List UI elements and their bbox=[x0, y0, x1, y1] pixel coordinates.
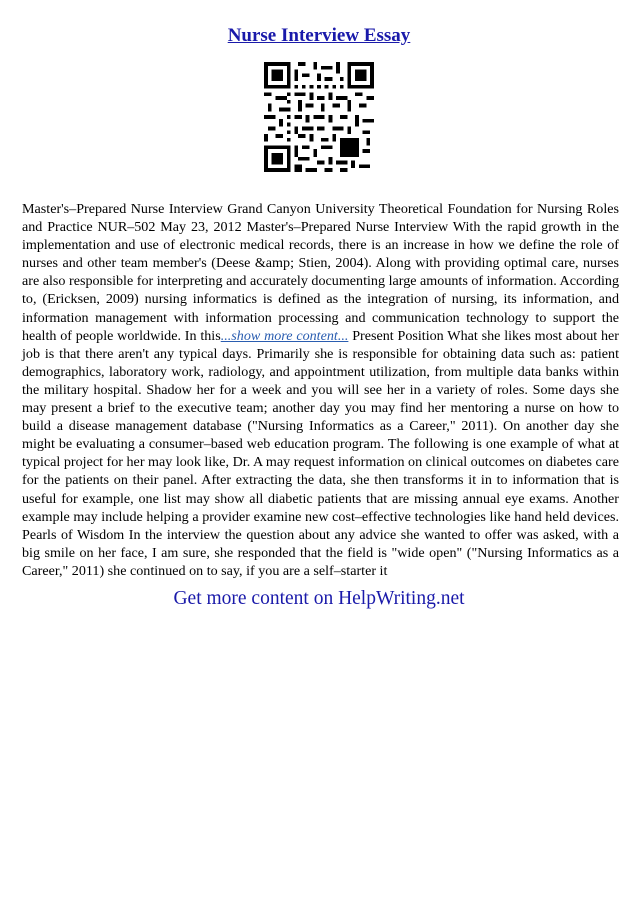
essay-body bbox=[22, 200, 619, 580]
qr-code-icon bbox=[264, 62, 374, 172]
essay-text-after-link: Present Position What she likes most about her job is that there aren't any typical days. Primarily she is responsible for obtaining data such as: patient demographics, laboratory work, radiology, and appointment utilization, from multiple data banks within the military hospital. Shadow her for a week and you will see her in a variety of roles. Some days she may present a brief to the executive team; another day you may find her mentoring a nurse on how to build a disease management database ("Nursing Informatics as a Career," 2011). On another day she might be evaluating a consumer–based web education program. The following is one example of what at typical project for her may look like, Dr. A may request information on clinical outcomes on diabetes care for the patients on their panel. After extracting the data, she then transforms it in to information that is useful for example, one list may show all diabetic patients that are missing annual eye exams. Another example may include helping a provider examine new cost–effective technologies like hand held devices. Pearls of Wisdom In the interview the question about any advice she wanted to offer was asked, with a big smile on her face, I am sure, she responded that the field is "wide open" ("Nursing Informatics as a Career," 2011) she continued on to say, if you are a self–starter it bbox=[22, 327, 619, 579]
essay-text-before-link: Master's–Prepared Nurse Interview Grand Canyon University Theoretical Foundation for Nursing Roles and Practice NUR–502 May 23, 2012 Master's–Prepared Nurse Interview With the rapid growth in the implementation and use of electronic medical records, there is an increase in how we define the role of nurses and other team member's (Deese &amp; Stien, 2004). Along with providing optimal care, nurses are also responsible for interpreting and accurately documenting large amounts of information. According to, (Ericksen, 2009) nursing informatics is defined as the integration of nursing, its information, and information management with information processing and communication technology to support the health of people worldwide. In this bbox=[22, 201, 619, 344]
show-more-link[interactable]: ...show more content... bbox=[220, 327, 349, 344]
get-more-content-link[interactable]: Get more content on HelpWriting.net bbox=[173, 588, 465, 609]
page-title[interactable]: Nurse Interview Essay bbox=[227, 25, 411, 46]
